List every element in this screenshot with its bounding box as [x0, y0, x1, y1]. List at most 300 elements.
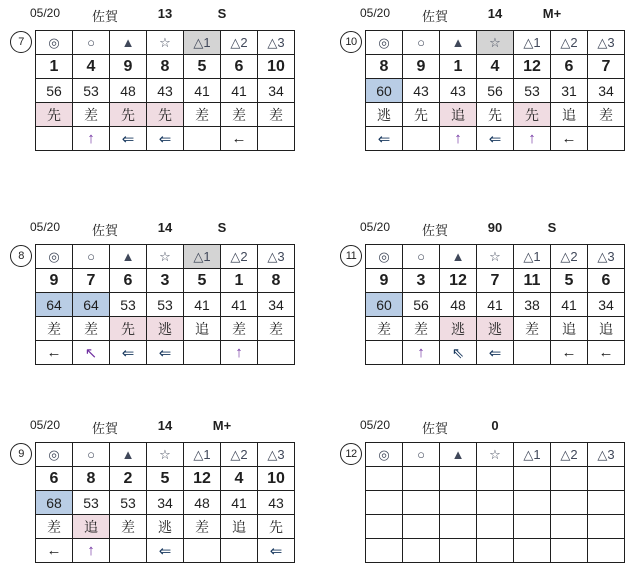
- row-nums: [366, 55, 625, 79]
- style-cell[interactable]: 先: [147, 103, 184, 127]
- mark-cell[interactable]: ○: [73, 245, 110, 269]
- prediction-grid: [35, 442, 295, 563]
- mark-cell[interactable]: ☆: [477, 245, 514, 269]
- points-cell[interactable]: 56: [36, 79, 73, 103]
- points-cell[interactable]: 41: [221, 491, 258, 515]
- race-grade: S: [217, 6, 227, 21]
- mark-cell[interactable]: ◎: [36, 31, 73, 55]
- style-cell[interactable]: 差: [73, 103, 110, 127]
- circled-table-number: 7: [10, 31, 32, 53]
- table-header: [340, 220, 629, 238]
- race-grade: M+: [212, 418, 232, 433]
- direction-arrow-icon: ←: [561, 344, 577, 361]
- points-cell[interactable]: 60: [366, 79, 403, 103]
- race-date: 05/20: [360, 6, 391, 20]
- mark-cell[interactable]: △1: [514, 31, 551, 55]
- arrow-cell[interactable]: [110, 539, 147, 563]
- mark-cell[interactable]: ◎: [366, 245, 403, 269]
- number-cell[interactable]: 3: [147, 269, 184, 293]
- style-cell[interactable]: 逃: [477, 317, 514, 341]
- row-pts: [366, 293, 625, 317]
- row-nums: [366, 467, 625, 491]
- circled-table-number: 11: [340, 245, 362, 267]
- row-marks: [366, 443, 625, 467]
- direction-arrow-icon: ⇐: [488, 344, 502, 362]
- mark-cell[interactable]: ☆: [147, 443, 184, 467]
- style-cell[interactable]: 差: [36, 515, 73, 539]
- points-cell[interactable]: 41: [184, 293, 221, 317]
- row-pts: [36, 293, 295, 317]
- points-cell[interactable]: 53: [147, 293, 184, 317]
- row-styles: [366, 317, 625, 341]
- style-cell[interactable]: [403, 515, 440, 539]
- number-cell[interactable]: 12: [184, 467, 221, 491]
- row-arrows: [366, 341, 625, 365]
- points-cell[interactable]: [514, 491, 551, 515]
- mark-cell[interactable]: ◎: [366, 443, 403, 467]
- points-cell[interactable]: 53: [514, 79, 551, 103]
- direction-arrow-icon: ↑: [87, 542, 95, 559]
- points-cell[interactable]: [403, 491, 440, 515]
- points-cell[interactable]: 41: [221, 79, 258, 103]
- row-styles: [36, 317, 295, 341]
- mark-cell[interactable]: △3: [258, 31, 295, 55]
- mark-cell[interactable]: ▲: [110, 443, 147, 467]
- direction-arrow-icon: ⇖: [451, 344, 465, 362]
- race-venue: 佐賀: [91, 223, 118, 238]
- style-cell[interactable]: 差: [588, 103, 625, 127]
- arrow-cell[interactable]: [440, 539, 477, 563]
- row-arrows: [366, 127, 625, 151]
- number-cell[interactable]: 6: [36, 467, 73, 491]
- row-marks: [36, 443, 295, 467]
- row-styles: [36, 103, 295, 127]
- points-cell[interactable]: 48: [184, 491, 221, 515]
- points-cell[interactable]: 53: [110, 293, 147, 317]
- circled-table-number: 12: [340, 443, 362, 465]
- points-cell[interactable]: 43: [403, 79, 440, 103]
- arrow-cell[interactable]: [147, 341, 184, 365]
- race-number: 90: [487, 220, 503, 235]
- style-cell[interactable]: 先: [110, 317, 147, 341]
- row-marks: [36, 31, 295, 55]
- race-table-block: [340, 418, 629, 581]
- arrow-cell[interactable]: [477, 341, 514, 365]
- mark-cell[interactable]: ○: [73, 31, 110, 55]
- circled-table-number: 9: [10, 443, 32, 465]
- number-cell[interactable]: 1: [221, 269, 258, 293]
- arrow-cell[interactable]: [514, 539, 551, 563]
- arrow-cell[interactable]: [258, 341, 295, 365]
- style-cell[interactable]: 差: [73, 317, 110, 341]
- points-cell[interactable]: 43: [258, 491, 295, 515]
- points-cell[interactable]: 56: [477, 79, 514, 103]
- number-cell[interactable]: 7: [588, 55, 625, 79]
- arrow-cell[interactable]: [147, 127, 184, 151]
- arrow-cell[interactable]: [73, 539, 110, 563]
- mark-cell[interactable]: △3: [588, 31, 625, 55]
- row-marks: [366, 31, 625, 55]
- arrow-cell[interactable]: [221, 341, 258, 365]
- race-number: 13: [157, 6, 173, 21]
- arrow-cell[interactable]: [36, 127, 73, 151]
- mark-cell[interactable]: ▲: [440, 31, 477, 55]
- direction-arrow-icon: ←: [46, 542, 62, 559]
- mark-cell[interactable]: △2: [221, 443, 258, 467]
- race-date: 05/20: [30, 418, 61, 432]
- arrow-cell[interactable]: [440, 127, 477, 151]
- points-cell[interactable]: 31: [551, 79, 588, 103]
- number-cell[interactable]: [551, 467, 588, 491]
- arrow-cell[interactable]: [184, 341, 221, 365]
- arrow-cell[interactable]: [147, 539, 184, 563]
- direction-arrow-icon: ↑: [417, 344, 425, 361]
- race-table-block: [340, 6, 629, 206]
- style-cell[interactable]: 逃: [366, 103, 403, 127]
- row-styles: [36, 515, 295, 539]
- number-cell[interactable]: [588, 467, 625, 491]
- number-cell[interactable]: 1: [440, 55, 477, 79]
- style-cell[interactable]: 逃: [147, 317, 184, 341]
- points-cell[interactable]: 53: [73, 79, 110, 103]
- points-cell[interactable]: 64: [36, 293, 73, 317]
- row-pts: [366, 491, 625, 515]
- direction-arrow-icon: ⇐: [158, 344, 172, 362]
- style-cell[interactable]: 差: [36, 317, 73, 341]
- number-cell[interactable]: [440, 467, 477, 491]
- prediction-grid: [365, 30, 625, 151]
- direction-arrow-icon: ←: [561, 130, 577, 147]
- points-cell[interactable]: 34: [588, 79, 625, 103]
- race-table-block: [10, 418, 310, 581]
- number-cell[interactable]: 9: [36, 269, 73, 293]
- prediction-grid: [35, 30, 295, 151]
- number-cell[interactable]: 5: [551, 269, 588, 293]
- arrow-cell[interactable]: [477, 539, 514, 563]
- prediction-grid: [365, 244, 625, 365]
- points-cell[interactable]: [366, 491, 403, 515]
- row-arrows: [366, 539, 625, 563]
- points-cell[interactable]: [588, 491, 625, 515]
- arrow-cell[interactable]: [36, 341, 73, 365]
- style-cell[interactable]: 先: [258, 515, 295, 539]
- race-venue: 佐賀: [421, 421, 448, 436]
- style-cell[interactable]: [588, 515, 625, 539]
- race-venue: 佐賀: [421, 9, 448, 24]
- row-styles: [366, 515, 625, 539]
- points-cell[interactable]: 64: [73, 293, 110, 317]
- number-cell[interactable]: 10: [258, 467, 295, 491]
- direction-arrow-icon: ←: [231, 130, 247, 147]
- arrow-cell[interactable]: [551, 539, 588, 563]
- style-cell[interactable]: 追: [440, 103, 477, 127]
- style-cell[interactable]: [366, 515, 403, 539]
- arrow-cell[interactable]: [588, 539, 625, 563]
- arrow-cell[interactable]: [588, 341, 625, 365]
- arrow-cell[interactable]: [258, 539, 295, 563]
- mark-cell[interactable]: △2: [551, 443, 588, 467]
- race-table-block: [340, 220, 629, 420]
- points-cell[interactable]: [477, 491, 514, 515]
- direction-arrow-icon: ⇐: [158, 542, 172, 560]
- style-cell[interactable]: 差: [184, 515, 221, 539]
- style-cell[interactable]: 追: [184, 317, 221, 341]
- points-cell[interactable]: 34: [588, 293, 625, 317]
- points-cell[interactable]: 56: [403, 293, 440, 317]
- arrow-cell[interactable]: [221, 127, 258, 151]
- race-grade: S: [217, 220, 227, 235]
- style-cell[interactable]: 追: [551, 103, 588, 127]
- direction-arrow-icon: ↑: [454, 130, 462, 147]
- row-nums: [36, 467, 295, 491]
- mark-cell[interactable]: ▲: [110, 245, 147, 269]
- mark-cell[interactable]: △1: [514, 443, 551, 467]
- mark-cell[interactable]: ☆: [477, 443, 514, 467]
- points-cell[interactable]: 60: [366, 293, 403, 317]
- race-number: 14: [157, 418, 173, 433]
- points-cell[interactable]: 34: [258, 79, 295, 103]
- mark-cell[interactable]: △2: [551, 245, 588, 269]
- table-header: [340, 418, 629, 436]
- mark-cell[interactable]: △2: [551, 31, 588, 55]
- style-cell[interactable]: 先: [403, 103, 440, 127]
- style-cell[interactable]: [514, 515, 551, 539]
- arrow-cell[interactable]: [258, 127, 295, 151]
- prediction-grid: [35, 244, 295, 365]
- arrow-cell[interactable]: [110, 127, 147, 151]
- arrow-cell[interactable]: [403, 127, 440, 151]
- mark-cell[interactable]: △3: [588, 245, 625, 269]
- style-cell[interactable]: 差: [403, 317, 440, 341]
- number-cell[interactable]: 9: [403, 55, 440, 79]
- direction-arrow-icon: ⇐: [269, 542, 283, 560]
- race-number: 14: [487, 6, 503, 21]
- mark-cell[interactable]: △2: [221, 245, 258, 269]
- points-cell[interactable]: 68: [36, 491, 73, 515]
- arrow-cell[interactable]: [403, 539, 440, 563]
- mark-cell[interactable]: ◎: [366, 31, 403, 55]
- mark-cell[interactable]: ◎: [36, 443, 73, 467]
- arrow-cell[interactable]: [110, 341, 147, 365]
- mark-cell[interactable]: △1: [514, 245, 551, 269]
- number-cell[interactable]: 12: [440, 269, 477, 293]
- table-header: [340, 6, 629, 24]
- style-cell[interactable]: 差: [221, 103, 258, 127]
- mark-cell[interactable]: ☆: [147, 245, 184, 269]
- arrow-cell[interactable]: [551, 127, 588, 151]
- number-cell[interactable]: 9: [110, 55, 147, 79]
- arrow-cell[interactable]: [184, 539, 221, 563]
- number-cell[interactable]: 5: [184, 55, 221, 79]
- number-cell[interactable]: 6: [221, 55, 258, 79]
- prediction-grid: [365, 442, 625, 563]
- race-date: 05/20: [360, 220, 391, 234]
- style-cell[interactable]: 差: [110, 515, 147, 539]
- mark-cell[interactable]: △1: [184, 443, 221, 467]
- number-cell[interactable]: 5: [147, 467, 184, 491]
- number-cell[interactable]: 8: [258, 269, 295, 293]
- arrow-cell[interactable]: [440, 341, 477, 365]
- number-cell[interactable]: 8: [366, 55, 403, 79]
- row-pts: [366, 79, 625, 103]
- direction-arrow-icon: ←: [598, 344, 614, 361]
- style-cell[interactable]: 追: [588, 317, 625, 341]
- arrow-cell[interactable]: [73, 127, 110, 151]
- points-cell[interactable]: 43: [147, 79, 184, 103]
- style-cell[interactable]: 追: [221, 515, 258, 539]
- number-cell[interactable]: 1: [36, 55, 73, 79]
- number-cell[interactable]: [366, 467, 403, 491]
- mark-cell[interactable]: ○: [73, 443, 110, 467]
- style-cell[interactable]: 先: [110, 103, 147, 127]
- race-number: 0: [491, 418, 499, 433]
- mark-cell[interactable]: ○: [403, 31, 440, 55]
- arrow-cell[interactable]: [514, 127, 551, 151]
- points-cell[interactable]: 41: [221, 293, 258, 317]
- mark-cell[interactable]: △2: [221, 31, 258, 55]
- number-cell[interactable]: 7: [73, 269, 110, 293]
- number-cell[interactable]: 10: [258, 55, 295, 79]
- number-cell[interactable]: 7: [477, 269, 514, 293]
- style-cell[interactable]: 先: [477, 103, 514, 127]
- points-cell[interactable]: 41: [184, 79, 221, 103]
- style-cell[interactable]: [477, 515, 514, 539]
- number-cell[interactable]: 8: [73, 467, 110, 491]
- mark-cell[interactable]: ☆: [477, 31, 514, 55]
- race-venue: 佐賀: [91, 421, 118, 436]
- table-header: [10, 418, 310, 436]
- mark-cell[interactable]: △3: [258, 443, 295, 467]
- mark-cell[interactable]: △1: [184, 245, 221, 269]
- race-table-block: [10, 220, 310, 420]
- arrow-cell[interactable]: [514, 341, 551, 365]
- mark-cell[interactable]: ☆: [147, 31, 184, 55]
- arrow-cell[interactable]: [551, 341, 588, 365]
- race-table-block: [10, 6, 310, 206]
- points-cell[interactable]: 34: [147, 491, 184, 515]
- arrow-cell[interactable]: [403, 341, 440, 365]
- table-header: [10, 6, 310, 24]
- arrow-cell[interactable]: [366, 127, 403, 151]
- direction-arrow-icon: ←: [46, 344, 62, 361]
- style-cell[interactable]: 先: [514, 103, 551, 127]
- mark-cell[interactable]: △3: [258, 245, 295, 269]
- mark-cell[interactable]: △3: [588, 443, 625, 467]
- points-cell[interactable]: 53: [73, 491, 110, 515]
- points-cell[interactable]: 34: [258, 293, 295, 317]
- row-arrows: [36, 127, 295, 151]
- table-header: [10, 220, 310, 238]
- number-cell[interactable]: 3: [403, 269, 440, 293]
- race-grade: S: [547, 220, 557, 235]
- mark-cell[interactable]: ▲: [110, 31, 147, 55]
- style-cell[interactable]: 先: [36, 103, 73, 127]
- direction-arrow-icon: ↑: [528, 130, 536, 147]
- number-cell[interactable]: 12: [514, 55, 551, 79]
- arrow-cell[interactable]: [477, 127, 514, 151]
- direction-arrow-icon: ↑: [87, 130, 95, 147]
- mark-cell[interactable]: ◎: [36, 245, 73, 269]
- points-cell[interactable]: 38: [514, 293, 551, 317]
- row-pts: [36, 491, 295, 515]
- direction-arrow-icon: ⇐: [121, 344, 135, 362]
- style-cell[interactable]: 差: [184, 103, 221, 127]
- direction-arrow-icon: ↑: [235, 344, 243, 361]
- arrow-cell[interactable]: [36, 539, 73, 563]
- points-cell[interactable]: [551, 491, 588, 515]
- points-cell[interactable]: 41: [551, 293, 588, 317]
- points-cell[interactable]: 48: [110, 79, 147, 103]
- arrow-cell[interactable]: [588, 127, 625, 151]
- style-cell[interactable]: 差: [221, 317, 258, 341]
- direction-arrow-icon: ⇐: [377, 130, 391, 148]
- mark-cell[interactable]: △1: [184, 31, 221, 55]
- number-cell[interactable]: 11: [514, 269, 551, 293]
- number-cell[interactable]: [514, 467, 551, 491]
- arrow-cell[interactable]: [366, 539, 403, 563]
- style-cell[interactable]: 追: [73, 515, 110, 539]
- circled-table-number: 8: [10, 245, 32, 267]
- style-cell[interactable]: 逃: [147, 515, 184, 539]
- number-cell[interactable]: 6: [588, 269, 625, 293]
- style-cell[interactable]: 差: [258, 317, 295, 341]
- row-nums: [36, 55, 295, 79]
- mark-cell[interactable]: ▲: [440, 443, 477, 467]
- number-cell[interactable]: 2: [110, 467, 147, 491]
- mark-cell[interactable]: ○: [403, 245, 440, 269]
- number-cell[interactable]: 9: [366, 269, 403, 293]
- number-cell[interactable]: 4: [221, 467, 258, 491]
- race-date: 05/20: [30, 220, 61, 234]
- points-cell[interactable]: 43: [440, 79, 477, 103]
- number-cell[interactable]: 4: [477, 55, 514, 79]
- number-cell[interactable]: 6: [551, 55, 588, 79]
- points-cell[interactable]: 48: [440, 293, 477, 317]
- style-cell[interactable]: [440, 515, 477, 539]
- number-cell[interactable]: [403, 467, 440, 491]
- direction-arrow-icon: ⇐: [121, 130, 135, 148]
- race-number: 14: [157, 220, 173, 235]
- arrow-cell[interactable]: [366, 341, 403, 365]
- points-cell[interactable]: 41: [477, 293, 514, 317]
- number-cell[interactable]: 6: [110, 269, 147, 293]
- points-cell[interactable]: 53: [110, 491, 147, 515]
- style-cell[interactable]: 差: [258, 103, 295, 127]
- style-cell[interactable]: 差: [366, 317, 403, 341]
- style-cell[interactable]: [551, 515, 588, 539]
- number-cell[interactable]: 5: [184, 269, 221, 293]
- number-cell[interactable]: [477, 467, 514, 491]
- arrow-cell[interactable]: [73, 341, 110, 365]
- mark-cell[interactable]: ○: [403, 443, 440, 467]
- style-cell[interactable]: 差: [514, 317, 551, 341]
- arrow-cell[interactable]: [184, 127, 221, 151]
- number-cell[interactable]: 8: [147, 55, 184, 79]
- row-marks: [366, 245, 625, 269]
- number-cell[interactable]: 4: [73, 55, 110, 79]
- arrow-cell[interactable]: [221, 539, 258, 563]
- row-arrows: [36, 539, 295, 563]
- race-venue: 佐賀: [91, 9, 118, 24]
- direction-arrow-icon: ⇐: [488, 130, 502, 148]
- style-cell[interactable]: 逃: [440, 317, 477, 341]
- points-cell[interactable]: [440, 491, 477, 515]
- style-cell[interactable]: 追: [551, 317, 588, 341]
- mark-cell[interactable]: ▲: [440, 245, 477, 269]
- race-venue: 佐賀: [421, 223, 448, 238]
- row-nums: [366, 269, 625, 293]
- race-date: 05/20: [30, 6, 61, 20]
